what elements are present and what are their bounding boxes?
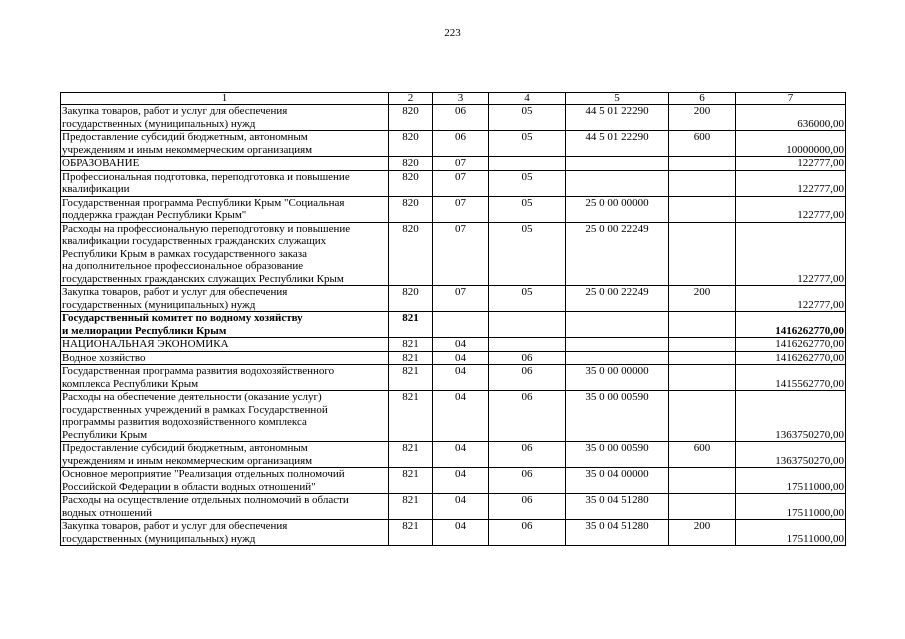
- subsection-code: 06: [489, 391, 566, 442]
- table-row: [61, 442, 846, 468]
- row-name-line: квалификации: [62, 183, 130, 195]
- amount: 122777,00: [736, 222, 846, 286]
- budget-table: [60, 92, 846, 546]
- target-article-code: [566, 351, 669, 365]
- row-name: [61, 365, 389, 391]
- column-header-1: 1: [61, 93, 389, 105]
- admin-code: 820: [389, 170, 433, 196]
- row-name: [61, 157, 389, 171]
- row-name-line: учреждениям и иным некоммерческим организациям: [62, 454, 313, 467]
- row-name: [61, 105, 389, 131]
- section-code: 07: [433, 157, 489, 171]
- amount: 1416262770,00: [736, 338, 846, 352]
- table-row: [61, 196, 846, 222]
- subsection-code: 05: [489, 170, 566, 196]
- expense-type-code: 200: [669, 105, 736, 131]
- table-row: [61, 351, 846, 365]
- table-row: [61, 131, 846, 157]
- column-header-2: 2: [389, 93, 433, 105]
- table-row: [61, 157, 846, 171]
- row-name-line: Республики Крым: [62, 428, 148, 441]
- table-row: [61, 222, 846, 286]
- target-article-code: 35 0 04 00000: [566, 468, 669, 494]
- admin-code: 820: [389, 157, 433, 171]
- header-row: [61, 93, 846, 105]
- row-name-line: государственных (муниципальных) нужд: [62, 117, 256, 130]
- amount: 122777,00: [736, 157, 846, 171]
- row-name-line: Государственная программа Республики Крым "Социальная: [62, 196, 345, 209]
- row-name-line: государственных (муниципальных) нужд: [62, 298, 256, 311]
- subsection-code: [489, 338, 566, 352]
- row-name: [61, 286, 389, 312]
- admin-code: 821: [389, 351, 433, 365]
- row-name-line: Республики Крым в рамках государственного заказа: [62, 247, 307, 260]
- row-name-line: и мелиорации Республики Крым: [62, 324, 227, 337]
- expense-type-code: [669, 494, 736, 520]
- admin-code: 820: [389, 131, 433, 157]
- table-row: [61, 391, 846, 442]
- subsection-code: [489, 312, 566, 338]
- subsection-code: 06: [489, 365, 566, 391]
- expense-type-code: [669, 312, 736, 338]
- row-name-line: Расходы на осуществление отдельных полномочий в области: [62, 494, 349, 506]
- table-row: [61, 105, 846, 131]
- row-name-line: Основное мероприятие "Реализация отдельных полномочий: [62, 468, 345, 480]
- target-article-code: [566, 157, 669, 171]
- subsection-code: 06: [489, 442, 566, 468]
- row-name: [61, 520, 389, 546]
- section-code: 07: [433, 170, 489, 196]
- row-name: [61, 494, 389, 520]
- expense-type-code: [669, 351, 736, 365]
- table-body: [61, 105, 846, 546]
- row-name-line: Государственная программа развития водохозяйственного: [62, 365, 335, 377]
- subsection-code: 06: [489, 351, 566, 365]
- amount: 1363750270,00: [736, 442, 846, 468]
- expense-type-code: 600: [669, 442, 736, 468]
- admin-code: 821: [389, 391, 433, 442]
- column-header-5: 5: [566, 93, 669, 105]
- target-article-code: [566, 170, 669, 196]
- admin-code: 821: [389, 338, 433, 352]
- admin-code: 821: [389, 494, 433, 520]
- target-article-code: 44 5 01 22290: [566, 131, 669, 157]
- target-article-code: 35 0 00 00000: [566, 365, 669, 391]
- subsection-code: 06: [489, 468, 566, 494]
- section-code: 04: [433, 442, 489, 468]
- admin-code: 820: [389, 105, 433, 131]
- section-code: 04: [433, 351, 489, 365]
- subsection-code: 05: [489, 131, 566, 157]
- column-header-4: 4: [489, 93, 566, 105]
- table-row: [61, 338, 846, 352]
- row-name: [61, 170, 389, 196]
- amount: 122777,00: [736, 196, 846, 222]
- expense-type-code: 600: [669, 131, 736, 157]
- expense-type-code: 200: [669, 520, 736, 546]
- column-header-3: 3: [433, 93, 489, 105]
- row-name: [61, 338, 389, 352]
- row-name-line: государственных (муниципальных) нужд: [62, 532, 256, 545]
- row-name-line: Расходы на обеспечение деятельности (оказание услуг): [62, 391, 322, 403]
- expense-type-code: [669, 170, 736, 196]
- section-code: 04: [433, 494, 489, 520]
- subsection-code: 05: [489, 286, 566, 312]
- subsection-code: 05: [489, 105, 566, 131]
- table-row: [61, 520, 846, 546]
- row-name: [61, 131, 389, 157]
- row-name: [61, 351, 389, 365]
- row-name-line: Закупка товаров, работ и услуг для обеспечения: [62, 105, 288, 117]
- row-name-line: государственных гражданских служащих Республики Крым: [62, 272, 344, 285]
- target-article-code: 25 0 00 22249: [566, 222, 669, 286]
- row-name-line: Государственный комитет по водному хозяйству: [62, 312, 303, 324]
- row-name-line: Российской Федерации в области водных отношений": [62, 480, 316, 493]
- expense-type-code: [669, 365, 736, 391]
- amount: 636000,00: [736, 105, 846, 131]
- table-row: [61, 286, 846, 312]
- target-article-code: 25 0 00 00000: [566, 196, 669, 222]
- expense-type-code: [669, 222, 736, 286]
- amount: 17511000,00: [736, 520, 846, 546]
- amount: 17511000,00: [736, 468, 846, 494]
- row-name: [61, 222, 389, 286]
- admin-code: 820: [389, 222, 433, 286]
- target-article-code: 35 0 00 00590: [566, 391, 669, 442]
- admin-code: 821: [389, 520, 433, 546]
- table-header: [61, 93, 846, 105]
- expense-type-code: [669, 338, 736, 352]
- admin-code: 820: [389, 196, 433, 222]
- amount: 1416262770,00: [736, 312, 846, 338]
- admin-code: 821: [389, 468, 433, 494]
- target-article-code: 35 0 04 51280: [566, 520, 669, 546]
- column-header-6: 6: [669, 93, 736, 105]
- row-name-line: ОБРАЗОВАНИЕ: [62, 157, 140, 169]
- target-article-code: [566, 338, 669, 352]
- row-name-line: комплекса Республики Крым: [62, 377, 199, 390]
- expense-type-code: [669, 157, 736, 171]
- row-name-line: Предоставление субсидий бюджетным, автономным: [62, 131, 308, 143]
- table-row: [61, 468, 846, 494]
- section-code: 04: [433, 338, 489, 352]
- target-article-code: 25 0 00 22249: [566, 286, 669, 312]
- section-code: 04: [433, 520, 489, 546]
- target-article-code: 35 0 00 00590: [566, 442, 669, 468]
- target-article-code: 44 5 01 22290: [566, 105, 669, 131]
- row-name-line: квалификации государственных гражданских служащих: [62, 235, 327, 247]
- row-name-line: Закупка товаров, работ и услуг для обеспечения: [62, 520, 288, 532]
- subsection-code: 06: [489, 494, 566, 520]
- row-name: [61, 196, 389, 222]
- amount: 1416262770,00: [736, 351, 846, 365]
- section-code: [433, 312, 489, 338]
- admin-code: 821: [389, 312, 433, 338]
- subsection-code: 05: [489, 222, 566, 286]
- section-code: 06: [433, 105, 489, 131]
- expense-type-code: [669, 391, 736, 442]
- section-code: 06: [433, 131, 489, 157]
- subsection-code: 05: [489, 196, 566, 222]
- table-row: [61, 494, 846, 520]
- section-code: 07: [433, 286, 489, 312]
- row-name-line: Закупка товаров, работ и услуг для обеспечения: [62, 286, 288, 298]
- column-header-7: 7: [736, 93, 846, 105]
- page-number: 223: [444, 27, 461, 39]
- target-article-code: [566, 312, 669, 338]
- target-article-code: 35 0 04 51280: [566, 494, 669, 520]
- amount: 122777,00: [736, 286, 846, 312]
- row-name: [61, 391, 389, 442]
- row-name-line: Водное хозяйство: [62, 351, 146, 364]
- amount: 122777,00: [736, 170, 846, 196]
- row-name-line: программы развития водохозяйственного комплекса: [62, 416, 307, 428]
- section-code: 04: [433, 365, 489, 391]
- row-name-line: Профессиональная подготовка, переподготовка и повышение: [62, 170, 350, 183]
- amount: 10000000,00: [736, 131, 846, 157]
- row-name-line: водных отношений: [62, 506, 152, 519]
- section-code: 04: [433, 468, 489, 494]
- row-name: [61, 468, 389, 494]
- admin-code: 821: [389, 365, 433, 391]
- admin-code: 820: [389, 286, 433, 312]
- row-name-line: Предоставление субсидий бюджетным, автономным: [62, 442, 308, 454]
- section-code: 07: [433, 222, 489, 286]
- expense-type-code: [669, 468, 736, 494]
- row-name-line: на дополнительное профессиональное образование: [62, 260, 304, 272]
- amount: 17511000,00: [736, 494, 846, 520]
- table-row: [61, 170, 846, 196]
- expense-type-code: 200: [669, 286, 736, 312]
- subsection-code: 06: [489, 520, 566, 546]
- table-row: [61, 312, 846, 338]
- section-code: 04: [433, 391, 489, 442]
- amount: 1363750270,00: [736, 391, 846, 442]
- amount: 1415562770,00: [736, 365, 846, 391]
- subsection-code: [489, 157, 566, 171]
- section-code: 07: [433, 196, 489, 222]
- row-name-line: Расходы на профессиональную переподготовку и повышение: [62, 222, 351, 235]
- row-name: [61, 312, 389, 338]
- row-name-line: НАЦИОНАЛЬНАЯ ЭКОНОМИКА: [62, 338, 229, 350]
- row-name-line: поддержка граждан Республики Крым": [62, 209, 247, 221]
- admin-code: 821: [389, 442, 433, 468]
- row-name-line: государственных учреждений в рамках Государственной: [62, 403, 328, 416]
- expense-type-code: [669, 196, 736, 222]
- table-row: [61, 365, 846, 391]
- row-name: [61, 442, 389, 468]
- row-name-line: учреждениям и иным некоммерческим организациям: [62, 143, 313, 156]
